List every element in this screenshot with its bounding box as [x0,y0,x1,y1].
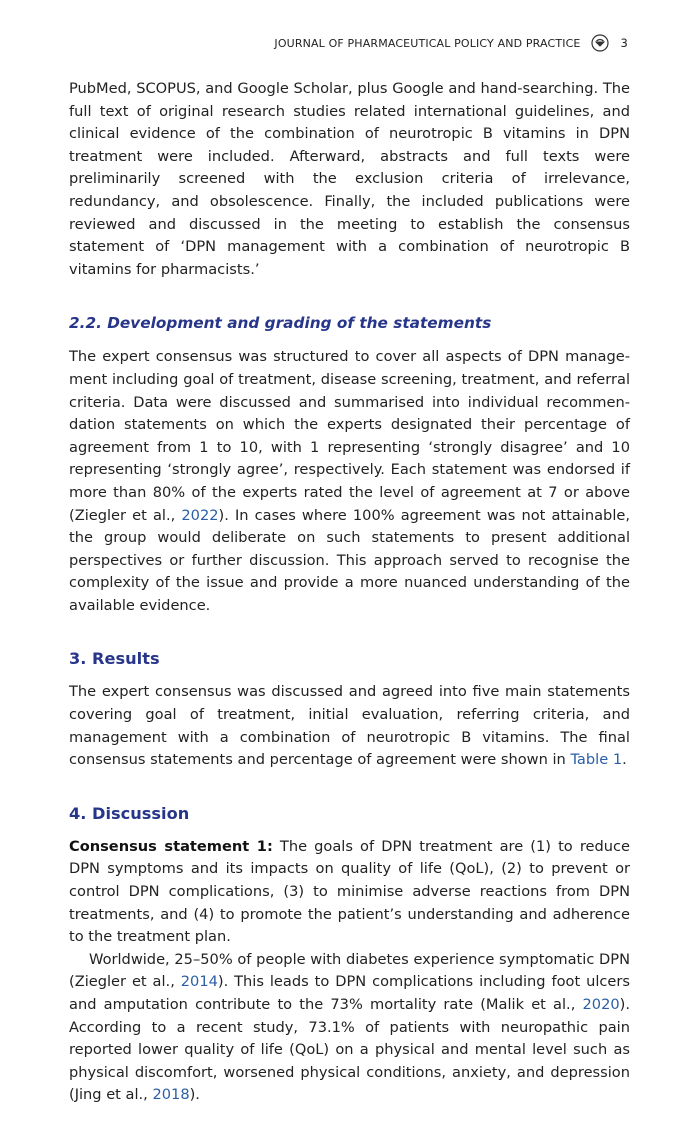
paragraph-consensus-1 [69,836,630,949]
paragraph-results [69,681,630,771]
citation-link[interactable]: 2020 [582,996,620,1013]
text-segment: ). [189,1086,200,1104]
consensus-label: Consensus statement 1: [69,837,273,855]
subsection-heading-2-2: 2.2. Development and grading of the statements [69,314,492,333]
journal-title: JOURNAL OF PHARMACEUTICAL POLICY AND PRACTICE [274,36,581,50]
citation-link[interactable]: 2022 [181,506,219,524]
text-segment: ). This leads to DPN complications including foot ulcers and amputation contribute to the 73% mortality rate (Malik et al., [69,973,630,1013]
running-header [274,34,628,52]
paragraph-methods-search: PubMed, SCOPUS, and Google Scholar, plus Google and hand-searching. The full text of original research studies related international guidelines, and clinical evidence of the combination of neurotropic B vitamins in DPN treatment were included. Afterward, abstracts and full texts were preliminarily screened with the exclusion criteria of irrelevance, redundancy, and obsolescence. Finally, the included publications were reviewed and discussed in the meeting to establish the consensus statement of ‘DPN management with a combination of neurotropic B vitamins for pharmacists.’ [69,80,630,278]
text-segment: The expert consensus was structured to cover all aspects of DPN management including goal of treatment, disease screening, treatment, and referral criteria. Data were discussed and summarised into individual recommendation statements on which the experts designated their percentage of agreement from 1 to 10, with 1 representing ‘strongly disagree’ and 10 representing ‘strongly agree’, respectively. Each statement was endorsed if more than 80% of the experts rated the level of agreement at 7 or above (Ziegler et al., [69,348,630,524]
text-segment: Worldwide, 25–50% of people with diabetes experience symptomatic DPN (Ziegler et al., [69,950,630,991]
section-heading-results: 3. Results [69,649,160,669]
text-segment: . [622,751,627,769]
paragraph-development [69,346,630,617]
table-link[interactable]: Table 1 [570,751,623,769]
text-segment: ). In cases where 100% agreement was not attainable, the group would deliberate on such statements to present additional perspectives or further discussion. This approach served to recognise the complexity of the issue and provide a more nuanced understanding of the available evidence. [69,506,630,614]
paragraph-worldwide [69,949,630,1107]
text-segment: The goals of DPN treatment are (1) to reduce DPN symptoms and its impacts on quality of life (QoL), (2) to prevent or control DPN complications, (3) to minimise adverse reactions from DPN treatments, and (4) to promote the patient’s understanding and adherence to the treatment plan. [69,837,631,946]
citation-link[interactable]: 2018 [152,1086,190,1104]
text-segment: ). According to a recent study, 73.1% of patients with neuropathic pain reported lower quality of life (QoL) on a physical and mental level such as physical discomfort, worsened physical conditions, anxiety, and depression (Jing et al., [69,996,630,1104]
crossref-icon[interactable] [591,34,609,52]
section-heading-discussion: 4. Discussion [69,803,190,823]
citation-link[interactable]: 2014 [180,973,218,991]
page-number: 3 [620,36,628,50]
article-body [69,78,630,1107]
text-segment: The expert consensus was discussed and agreed into five main statements covering goal of treatment, initial evaluation, referring criteria, and management with a combination of neurotropic B vitamins. The final consensus statements and percentage of agreement were shown in [69,683,630,769]
